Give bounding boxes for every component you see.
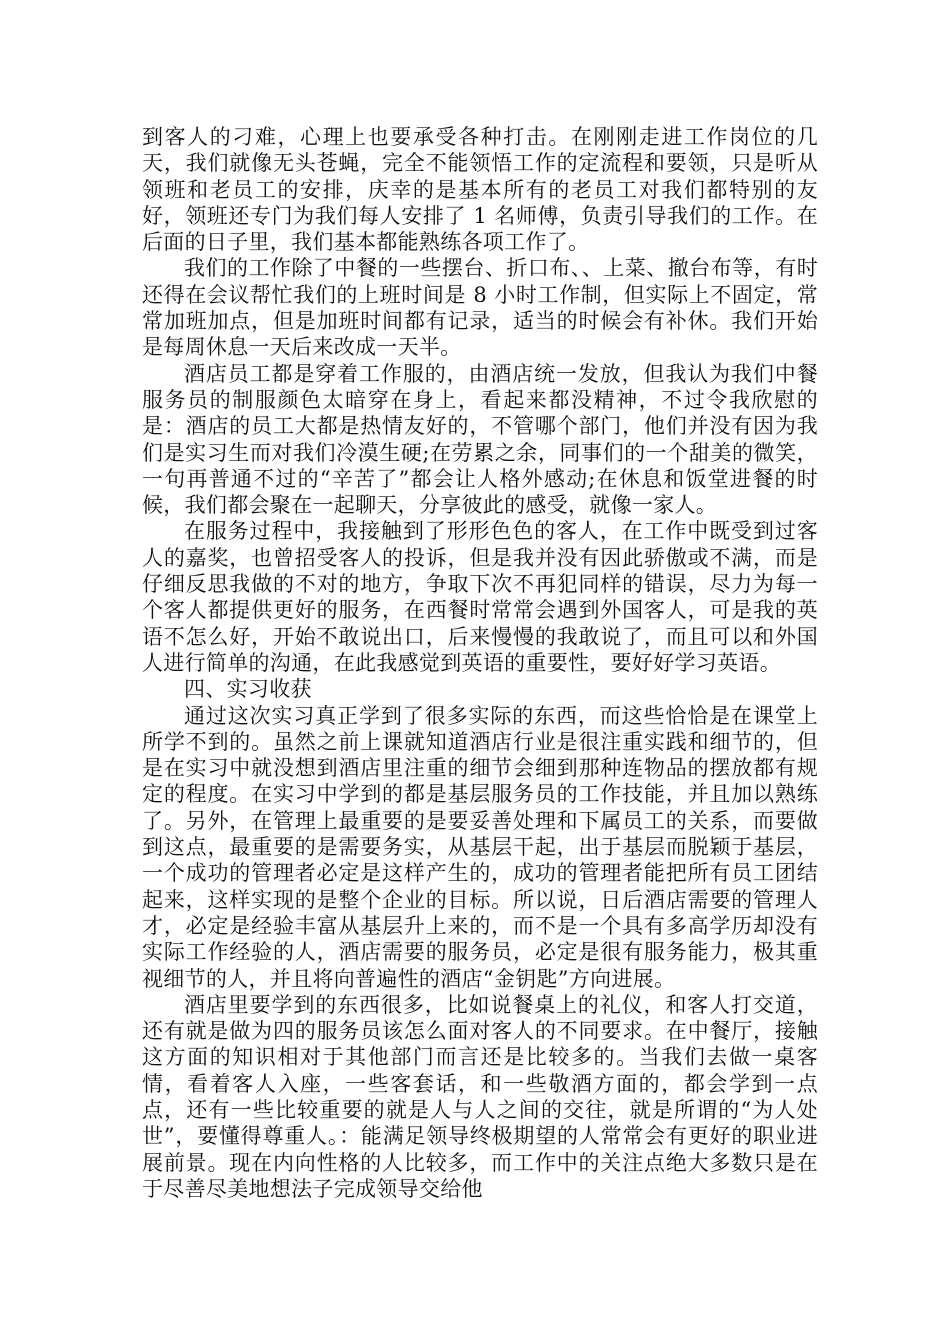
- paragraph-6: 酒店里要学到的东西很多，比如说餐桌上的礼仪，和客人打交道，还有就是做为四的服务员该怎么面对客人的不同要求。在中餐厅，接触这方面的知识相对于其他部门而言还是比较多的。当我们去做一桌客情，看着客人入座，一些客套话，和一些敬酒方面的，都会学到一点点，还有一些比较重要的就是人与人之间的交往，就是所谓的“为人处世”，要懂得尊重人。：能满足领导终极期望的人常常会有更好的职业进展前景。现在内向性格的人比较多，而工作中的关注点绝大多数只是在于尽善尽美地想法子完成领导交给他: [142, 992, 818, 1201]
- paragraph-1: 到客人的刁难，心理上也要承受各种打击。在刚刚走进工作岗位的几天，我们就像无头苍蝇，完全不能领悟工作的定流程和要领，只是听从领班和老员工的安排，庆幸的是基本所有的老员工对我们都特别的友好，领班还专门为我们每人安排了 1 名师傅，负责引导我们的工作。在后面的日子里，我们基本都能熟练各项工作了。: [142, 125, 818, 255]
- paragraph-2: 我们的工作除了中餐的一些摆台、折口布、、上菜、撤台布等，有时还得在会议帮忙我们的上班时间是 8 小时工作制，但实际上不固定，常常加班加点，但是加班时间都有记录，适当的时候会有补休。我们开始是每周休息一天后来改成一天半。: [142, 256, 818, 360]
- paragraph-4: 在服务过程中，我接触到了形形色色的客人，在工作中既受到过客人的嘉奖，也曾招受客人的投诉，但是我并没有因此骄傲或不满，而是仔细反思我做的不对的地方，争取下次不再犯同样的错误，尽力为每一个客人都提供更好的服务，在西餐时常常会遇到外国客人，可是我的英语不怎么好，开始不敢说出口，后来慢慢的我敢说了，而且可以和外国人进行简单的沟通，在此我感觉到英语的重要性，要好好学习英语。: [142, 519, 818, 675]
- paragraph-5: 通过这次实习真正学到了很多实际的东西，而这些恰恰是在课堂上所学不到的。虽然之前上课就知道酒店行业是很注重实践和细节的，但是在实习中就没想到酒店里注重的细节会细到那种连物品的摆放都有规定的程度。在实习中学到的都是基层服务员的工作技能，并且加以熟练了。另外，在管理上最重要的是要妥善处理和下属员工的关系，而要做到这点，最重要的是需要务实，从基层干起，出于基层而脱颖于基层，一个成功的管理者必定是这样产生的，成功的管理者能把所有员工团结起来，这样实现的是整个企业的目标。所以说，日后酒店需要的管理人才，必定是经验丰富从基层升上来的，而不是一个具有多高学历却没有实际工作经验的人，酒店需要的服务员，必定是很有服务能力，极其重视细节的人，并且将向普遍性的酒店“金钥匙”方向进展。: [142, 703, 818, 991]
- section-heading: 四、实习收获: [184, 677, 312, 702]
- paragraph-3: 酒店员工都是穿着工作服的，由酒店统一发放，但我认为我们中餐服务员的制服颜色太暗穿在身上，看起来都没精神，不过令我欣慰的是：酒店的员工大都是热情友好的，不管哪个部门，他们并没有因为我们是实习生而对我们冷漠生硬;在劳累之余，同事们的一个甜美的微笑，一句再普通不过的“辛苦了”都会让人格外感动;在休息和饭堂进餐的时候，我们都会聚在一起聊天，分享彼此的感受，就像一家人。: [142, 361, 818, 518]
- document-body: [142, 124, 818, 1202]
